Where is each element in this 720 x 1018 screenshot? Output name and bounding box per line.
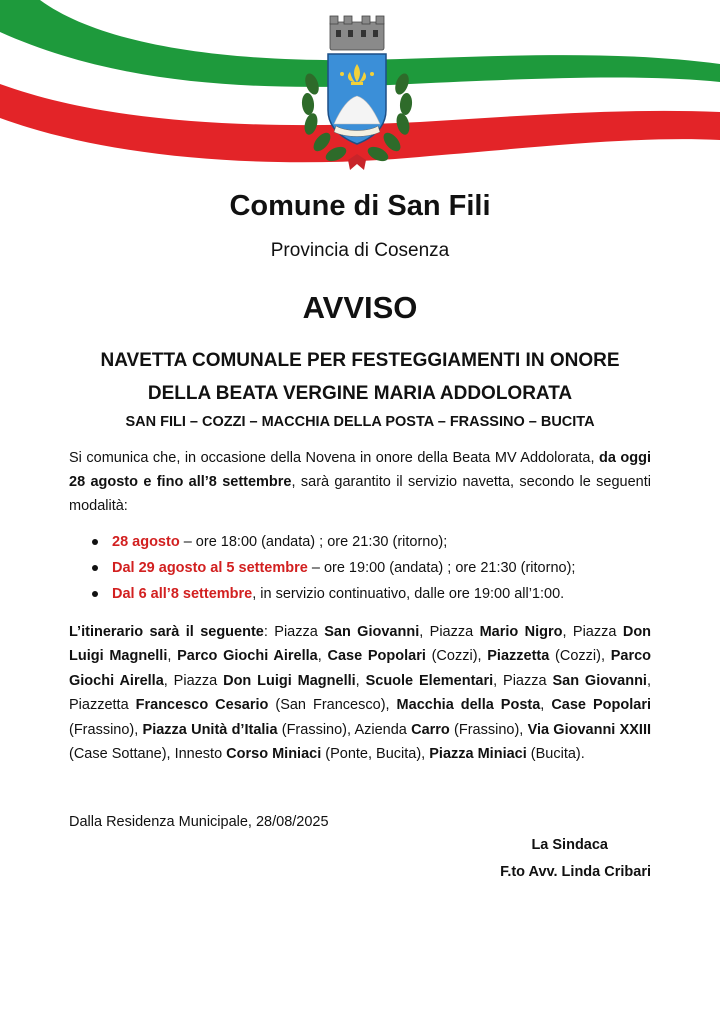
itinerary-text: (Case Sottane), Innesto: [69, 746, 227, 763]
itinerary-place: Don Luigi Magnelli: [69, 624, 652, 665]
itinerary-text: , Piazzetta: [69, 672, 651, 714]
notice-subtitle-line-2: DELLA BEATA VERGINE MARIA ADDOLORATA: [147, 383, 573, 404]
schedule-item: [92, 581, 652, 607]
itinerary-text: (Cozzi),: [425, 648, 488, 665]
itinerary-text: (Frassino),: [69, 721, 143, 738]
itinerary-place: Scuole Elementari: [365, 672, 494, 689]
itinerary-text: (Cozzi),: [549, 648, 611, 665]
itinerary-place: Piazzetta: [487, 648, 550, 665]
itinerary-place: Parco Giochi Airella: [69, 648, 652, 689]
itinerary-text: , Piazza: [163, 672, 224, 689]
itinerary-text: (Ponte, Bucita),: [321, 746, 430, 763]
itinerary-text: ,: [317, 648, 328, 665]
itinerary-place: Francesco Cesario: [135, 697, 269, 714]
municipality-title: Comune di San Fili: [229, 190, 491, 222]
schedule-date: 28 agosto: [112, 534, 180, 550]
schedule-detail: , in servizio continuativo, dalle ore 19:00 all’1:00.: [252, 586, 565, 602]
itinerary-place: San Giovanni: [324, 624, 420, 640]
bullet-icon: [92, 565, 98, 571]
route-line: SAN FILI – COZZI – MACCHIA DELLA POSTA – FRASSINO – BUCITA: [125, 414, 595, 430]
signature-name: F.to Avv. Linda Cribari: [500, 864, 651, 880]
bullet-icon: [92, 591, 98, 597]
itinerary-text: , Piazza: [562, 624, 623, 640]
itinerary-place: Corso Miniaci: [226, 746, 322, 763]
intro-paragraph: [69, 446, 651, 518]
schedule-detail: – ore 18:00 (andata) ; ore 21:30 (ritorno);: [179, 534, 448, 550]
province-subtitle: Provincia di Cosenza: [270, 240, 450, 261]
itinerary-place: Parco Giochi Airella: [177, 648, 318, 665]
itinerary-text: (Frassino),: [449, 721, 528, 738]
itinerary-text: (Frassino), Azienda: [277, 721, 412, 738]
schedule-date: Dal 6 all’8 settembre: [112, 586, 253, 602]
schedule-list: [92, 529, 652, 607]
itinerary-place: Carro: [411, 721, 450, 738]
notice-subtitle: [0, 344, 720, 410]
itinerary-text: ,: [167, 648, 178, 665]
itinerary-place: Via Giovanni XXIII: [527, 721, 651, 738]
itinerary-text: , Piazza: [419, 624, 480, 640]
municipal-crest-logo: [298, 14, 416, 174]
schedule-detail: – ore 19:00 (andata) ; ore 21:30 (ritorno);: [307, 560, 576, 576]
itinerary-paragraph: [69, 620, 651, 766]
itinerary-place: L’itinerario sarà il seguente: [69, 624, 264, 640]
intro-text-bold: da oggi 28 agosto e fino all’8 settembre: [69, 450, 651, 490]
itinerary-place: Mario Nigro: [479, 624, 563, 640]
itinerary-place: Case Popolari: [551, 697, 651, 714]
itinerary-place: San Giovanni: [552, 672, 647, 689]
schedule-date: Dal 29 agosto al 5 settembre: [112, 560, 308, 576]
itinerary-text: , Piazza: [493, 672, 553, 689]
itinerary-text: ,: [355, 672, 366, 689]
itinerary-place: Case Popolari: [327, 648, 426, 665]
itinerary-place: Piazza Miniaci: [429, 746, 527, 763]
notice-heading: AVVISO: [302, 290, 418, 325]
itinerary-text: : Piazza: [263, 624, 325, 640]
itinerary-place: Don Luigi Magnelli: [223, 672, 356, 689]
schedule-item: [92, 529, 652, 555]
itinerary-text: (Bucita).: [526, 746, 585, 763]
date-line: Dalla Residenza Municipale, 28/08/2025: [69, 814, 329, 830]
signature-title: La Sindaca: [531, 837, 608, 853]
itinerary-text: ,: [540, 697, 552, 714]
itinerary-text: (San Francesco),: [268, 697, 397, 714]
itinerary-place: Macchia della Posta: [396, 697, 541, 714]
intro-text-1: Si comunica che, in occasione della Novena in onore della Beata MV Addolorata,: [69, 450, 599, 466]
notice-subtitle-line-1: NAVETTA COMUNALE PER FESTEGGIAMENTI IN ONORE: [100, 350, 620, 371]
schedule-item: [92, 555, 652, 581]
bullet-icon: [92, 539, 98, 545]
itinerary-place: Piazza Unità d’Italia: [142, 721, 278, 738]
intro-text-2: , sarà garantito il servizio navetta, secondo le seguenti modalità:: [69, 474, 651, 514]
